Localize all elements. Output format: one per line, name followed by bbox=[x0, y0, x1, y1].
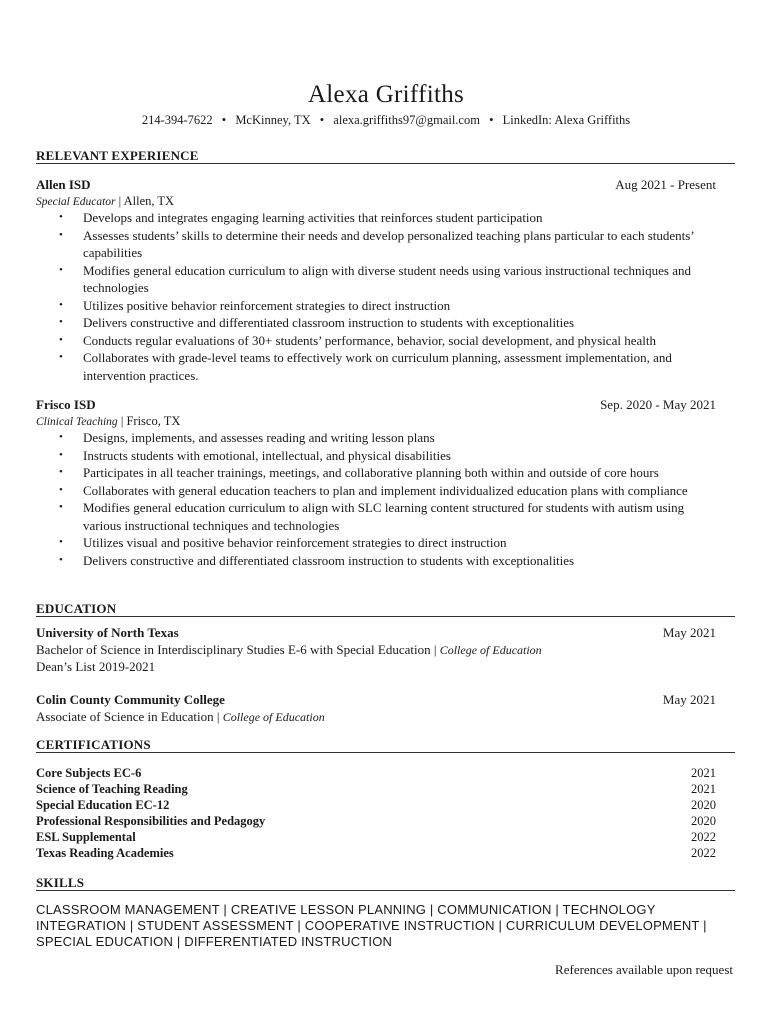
section-heading-skills: SKILLS bbox=[36, 875, 735, 891]
separator: | bbox=[120, 414, 124, 428]
bullet-item: • Conducts regular evaluations of 30+ students’ performance, behavior, social development, and physical health bbox=[59, 332, 656, 348]
skills-line: CLASSROOM MANAGEMENT | CREATIVE LESSON PLANNING | COMMUNICATION | TECHNOLOGY bbox=[36, 902, 656, 917]
skills-line: INTEGRATION | STUDENT ASSESSMENT | COOPERATIVE INSTRUCTION | CURRICULUM DEVELOPMENT | bbox=[36, 918, 707, 933]
bullet-item: • Modifies general education curriculum to align with SLC learning content structured for students with autism using various instructional techniques and technologies bbox=[59, 500, 685, 533]
job-organization: Frisco ISD bbox=[36, 397, 96, 412]
bullet-item: • Instructs students with emotional, intellectual, and physical disabilities bbox=[59, 447, 451, 463]
certification-year: 2020 bbox=[691, 798, 716, 812]
separator-dot: • bbox=[221, 113, 227, 127]
resume-page bbox=[36, 0, 736, 1024]
separator: | bbox=[118, 194, 122, 208]
separator-dot: • bbox=[489, 113, 494, 127]
certification-year: 2022 bbox=[691, 846, 716, 860]
certification-item: Professional Responsibilities and Pedagogy 2020 bbox=[36, 814, 716, 828]
separator: | bbox=[433, 642, 437, 657]
job-entry-allen bbox=[36, 176, 716, 384]
job-organization: Allen ISD bbox=[36, 177, 91, 192]
section-heading-education: EDUCATION bbox=[36, 601, 735, 617]
honors: Dean’s List 2019-2021 bbox=[36, 659, 156, 674]
bullet-dot: • bbox=[59, 466, 63, 478]
phone: 214-394-7622 bbox=[141, 113, 213, 127]
bullet-item: • Assesses students’ skills to determine their needs and develop personalized teaching plans particular to each students’ capabilities bbox=[59, 227, 694, 260]
bullet-item: • Participates in all teacher trainings, meetings, and collaborative planning both within and outside of core hours bbox=[59, 465, 659, 480]
education-entry-unt bbox=[36, 624, 716, 675]
bullet-item: • Modifies general education curriculum to align with diverse student needs using various instructional techniques and technologies bbox=[59, 262, 691, 295]
job-bullets bbox=[36, 429, 716, 569]
bullet-dot: • bbox=[59, 536, 63, 548]
skills-list bbox=[36, 902, 736, 950]
bullet-dot: • bbox=[59, 351, 63, 363]
bullet-dot: • bbox=[59, 501, 63, 513]
job-dates: Sep. 2020 - May 2021 bbox=[600, 397, 716, 412]
bullet-dot: • bbox=[59, 448, 63, 461]
graduation-date: May 2021 bbox=[662, 692, 716, 707]
certification-item: Special Education EC-12 2020 bbox=[36, 798, 716, 812]
college-name: College of Education bbox=[439, 643, 542, 657]
job-role-line bbox=[36, 193, 716, 209]
bullet-dot: • bbox=[59, 431, 63, 443]
certification-year: 2022 bbox=[691, 830, 716, 844]
degree: Bachelor of Science in Interdisciplinary Studies E-6 with Special Education bbox=[36, 642, 431, 657]
job-bullets bbox=[36, 209, 716, 384]
certification-item: Core Subjects EC-6 2021 bbox=[36, 766, 716, 780]
bullet-dot: • bbox=[59, 483, 63, 496]
bullet-dot: • bbox=[59, 316, 63, 328]
certification-year: 2020 bbox=[691, 814, 716, 828]
certification-year: 2021 bbox=[691, 766, 716, 780]
email-link[interactable]: alexa.griffiths97@gmail.com bbox=[333, 113, 480, 127]
job-role-line bbox=[36, 413, 716, 429]
bullet-dot: • bbox=[59, 298, 63, 311]
graduation-date: May 2021 bbox=[662, 625, 716, 640]
school-name: Colin County Community College bbox=[36, 692, 225, 707]
bullet-item: • Utilizes positive behavior reinforcement strategies to direct instruction bbox=[59, 297, 451, 313]
bullet-dot: • bbox=[59, 263, 63, 276]
certification-year: 2021 bbox=[691, 782, 716, 796]
job-title: Special Educator bbox=[36, 196, 116, 208]
section-heading-certifications: CERTIFICATIONS bbox=[36, 737, 735, 753]
school-name: University of North Texas bbox=[36, 625, 179, 640]
location: McKinney, TX bbox=[235, 113, 311, 127]
job-location: Allen, TX bbox=[123, 194, 175, 208]
bullet-dot: • bbox=[59, 211, 63, 223]
separator-dot: • bbox=[319, 113, 325, 127]
bullet-item: • Develops and integrates engaging learning activities that reinforces student participation bbox=[59, 210, 543, 225]
degree: Associate of Science in Education bbox=[36, 709, 214, 724]
bullet-item: • Delivers constructive and differentiated classroom instruction to students with exceptionalities bbox=[59, 315, 575, 330]
bullet-item: • Collaborates with general education teachers to plan and implement individualized education plans with compliance bbox=[59, 482, 688, 498]
bullet-dot: • bbox=[59, 228, 63, 241]
certification-list bbox=[36, 765, 716, 861]
college-name: College of Education bbox=[222, 710, 325, 724]
job-dates: Aug 2021 - Present bbox=[615, 177, 716, 192]
certification-item: Texas Reading Academies 2022 bbox=[36, 846, 716, 860]
degree-line bbox=[36, 708, 716, 725]
candidate-name: Alexa Griffiths bbox=[307, 81, 465, 108]
references-note: References available upon request bbox=[555, 962, 733, 977]
contact-line bbox=[36, 113, 736, 128]
education-entry-collin bbox=[36, 691, 716, 725]
linkedin-link[interactable]: LinkedIn: Alexa Griffiths bbox=[502, 113, 631, 127]
certification-item: ESL Supplemental 2022 bbox=[36, 830, 716, 844]
skills-line: SPECIAL EDUCATION | DIFFERENTIATED INSTRUCTION bbox=[36, 934, 393, 949]
certification-item: Science of Teaching Reading 2021 bbox=[36, 782, 716, 796]
bullet-item: • Designs, implements, and assesses reading and writing lesson plans bbox=[59, 430, 435, 445]
bullet-item: • Delivers constructive and differentiated classroom instruction to students with exceptionalities bbox=[59, 552, 575, 568]
separator: | bbox=[216, 709, 220, 724]
job-location: Frisco, TX bbox=[126, 414, 181, 428]
bullet-item: • Utilizes visual and positive behavior reinforcement strategies to direct instruction bbox=[59, 535, 507, 550]
bullet-dot: • bbox=[59, 553, 63, 566]
section-heading-experience: RELEVANT EXPERIENCE bbox=[36, 148, 735, 164]
job-title: Clinical Teaching bbox=[36, 416, 118, 428]
job-entry-frisco bbox=[36, 396, 716, 569]
bullet-dot: • bbox=[59, 333, 63, 346]
degree-line bbox=[36, 641, 716, 658]
bullet-item: • Collaborates with grade-level teams to effectively work on curriculum planning, assessment implementation, and intervention practices. bbox=[59, 350, 672, 383]
